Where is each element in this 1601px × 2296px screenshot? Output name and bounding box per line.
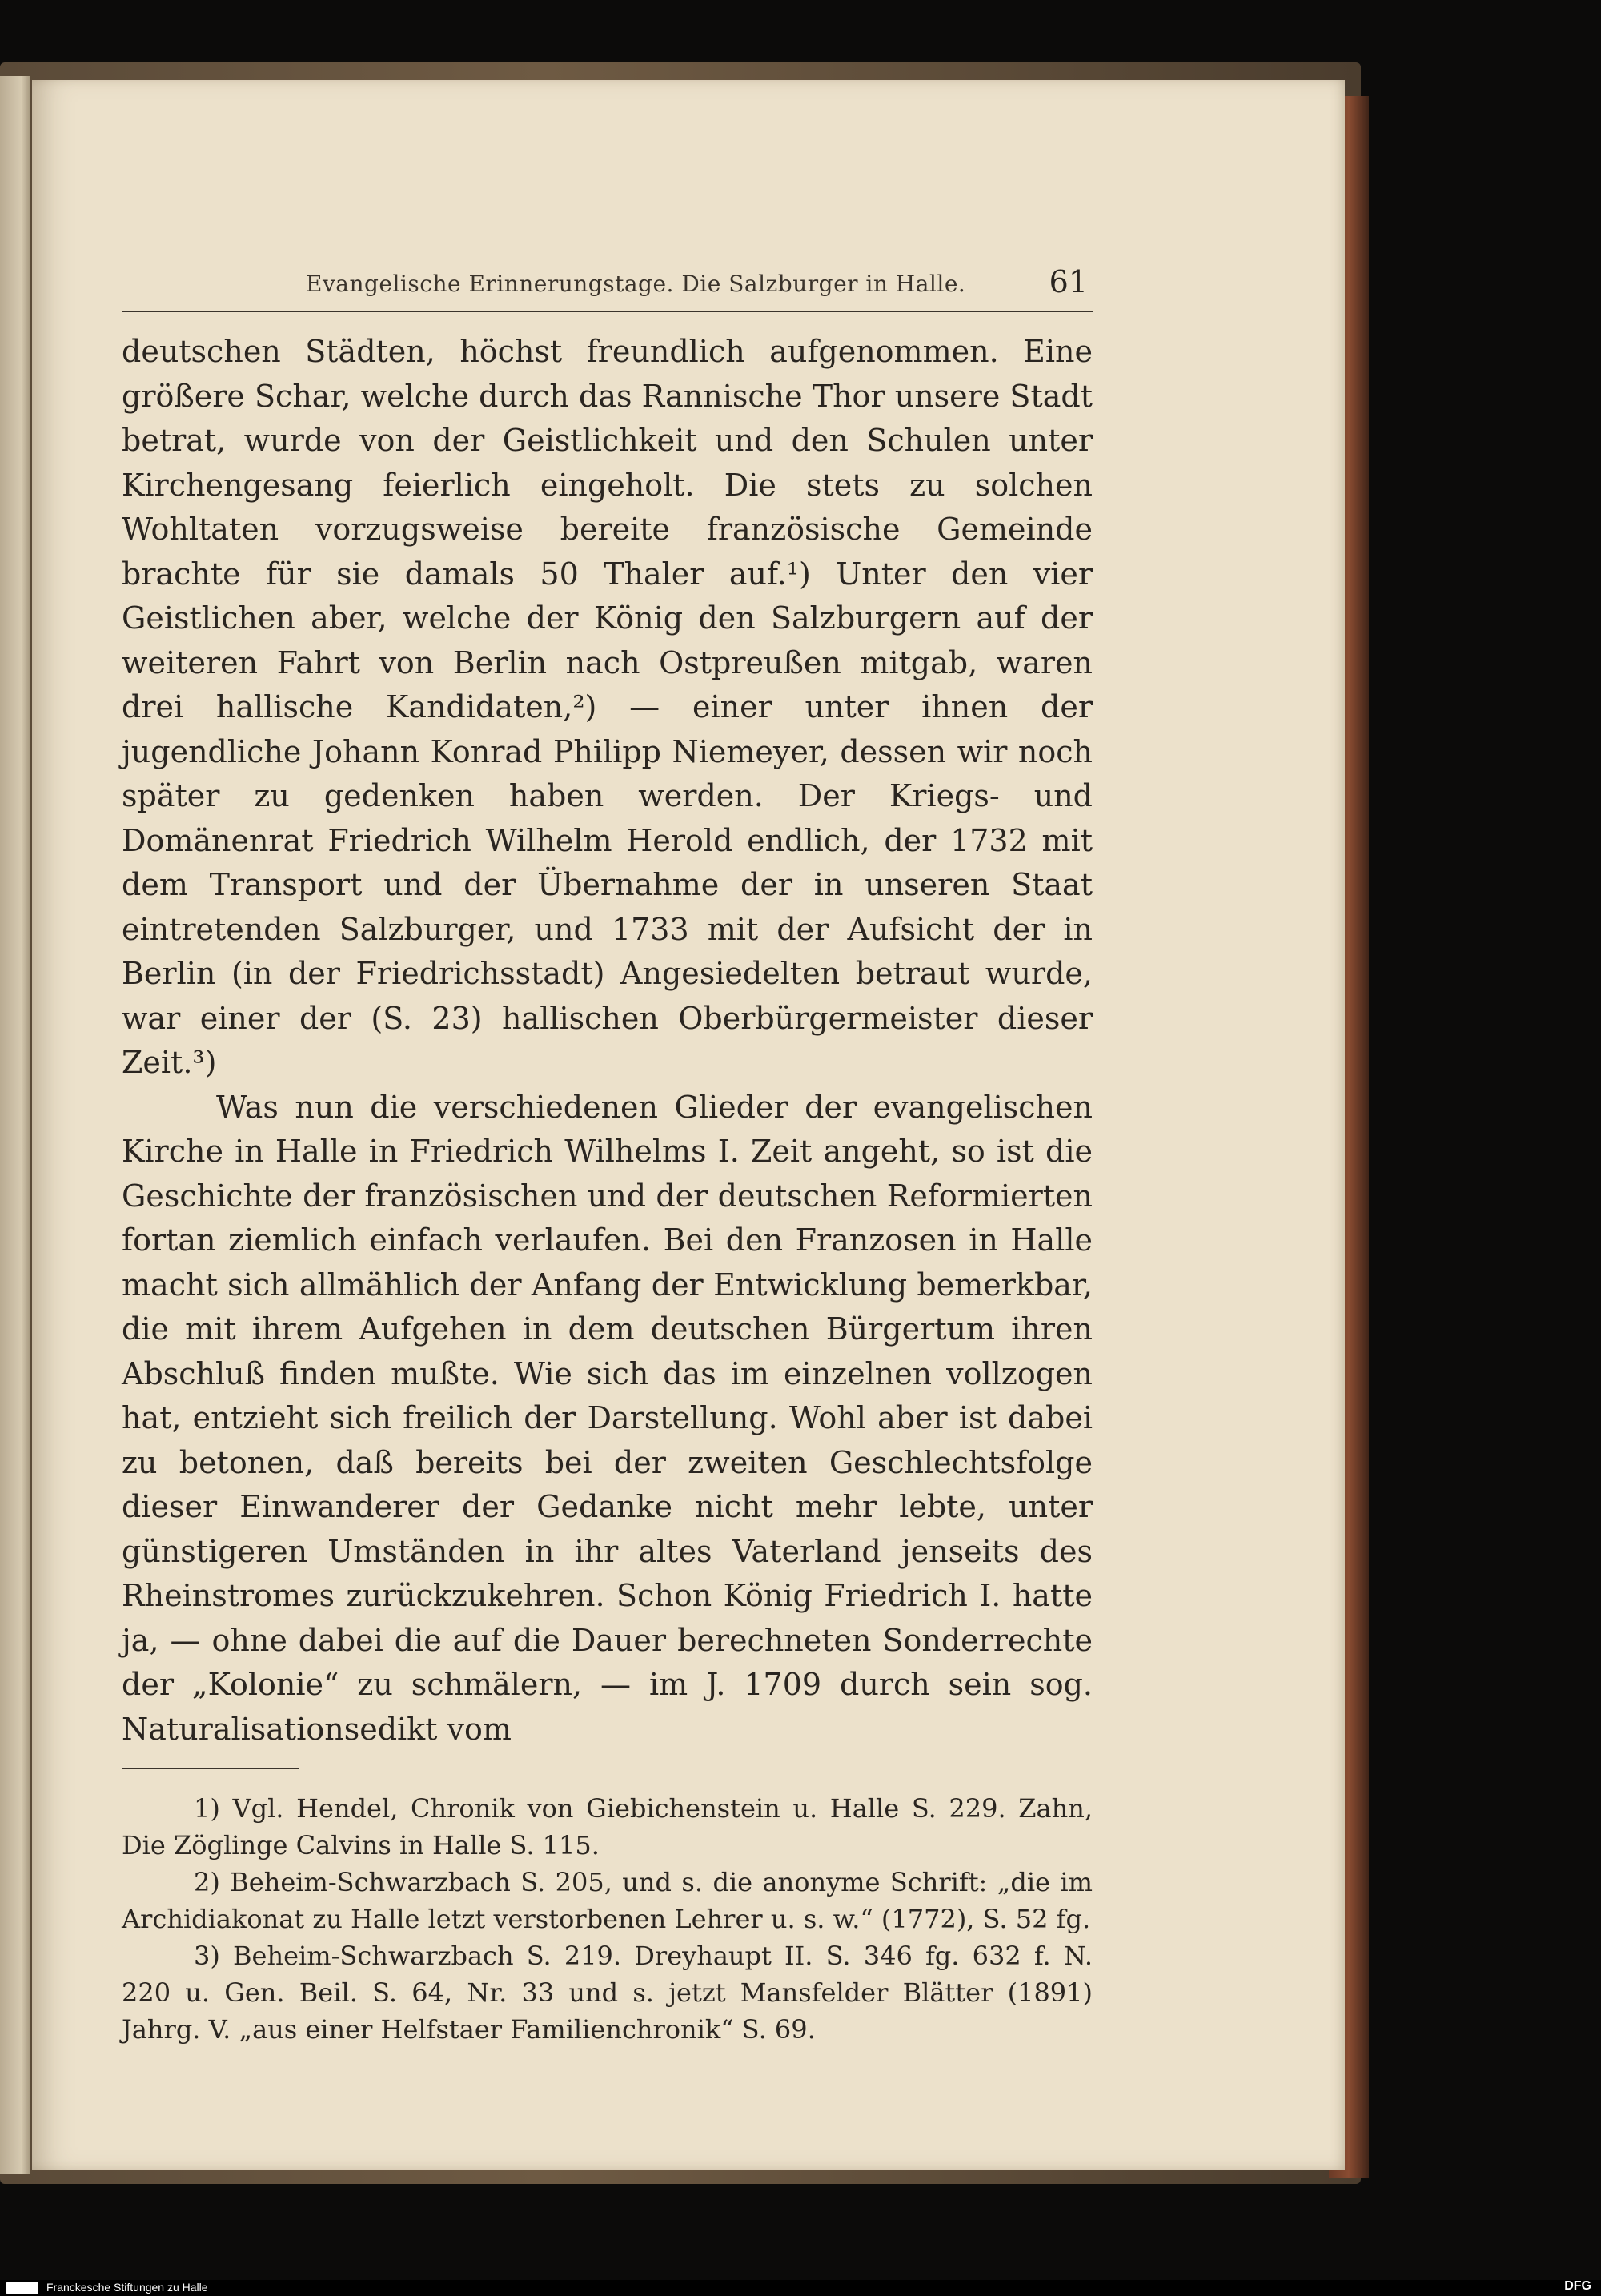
running-head	[122, 263, 1093, 312]
page-content	[122, 263, 1093, 2048]
body-text	[122, 330, 1093, 1752]
left-page-edge	[0, 76, 30, 2174]
footnotes	[122, 1790, 1093, 2048]
institution-name: Franckesche Stiftungen zu Halle	[46, 2281, 208, 2294]
viewer-footer	[0, 2280, 1601, 2296]
book-page	[32, 80, 1345, 2170]
dfg-badge: DFG	[1564, 2279, 1591, 2293]
institution-logo-icon	[6, 2282, 38, 2294]
footnote: 3) Beheim-Schwarzbach S. 219. Dreyhaupt II. S. 346 fg. 632 f. N. 220 u. Gen. Beil. S. 64, Nr. 33 und s. jetzt Mansfelder Blätter (1891) Jahrg. V. „aus einer Helfstaer Familienchronik“ S. 69.	[122, 1941, 1093, 2045]
footnote: 2) Beheim-Schwarzbach S. 205, und s. die anonyme Schrift: „die im Archidiakonat zu Halle letzt verstorbenen Lehrer u. s. w.“ (1772), S. 52 fg.	[122, 1867, 1093, 1934]
footnote: 1) Vgl. Hendel, Chronik von Giebichenstein u. Halle S. 229. Zahn, Die Zöglinge Calvins in Halle S. 115.	[122, 1793, 1093, 1860]
body-paragraph: deutschen Städten, höchst freundlich aufgenommen. Eine größere Schar, welche durch das Rannische Thor unsere Stadt betrat, wurde von der Geistlichkeit und den Schulen unter Kirchengesang feierlich eingeholt. Die stets zu solchen Wohltaten vorzugsweise bereite französische Gemeinde brachte für sie damals 50 Thaler auf.¹) Unter den vier Geistlichen aber, welche der König den Salzburgern auf der weiteren Fahrt von Berlin nach Ostpreußen mitgab, waren drei hallische Kandidaten,²) — einer unter ihnen der jugendliche Johann Konrad Philipp Niemeyer, dessen wir noch später zu gedenken haben werden. Der Kriegs- und Domänenrat Friedrich Wilhelm Herold endlich, der 1732 mit dem Transport und der Übernahme der in unseren Staat eintretenden Salzburger, und 1733 mit der Aufsicht der in Berlin (in der Friedrichsstadt) Angesiedelten betraut wurde, war einer der (S. 23) hallischen Oberbürgermeister dieser Zeit.³)	[122, 334, 1093, 1080]
page-number: 61	[1049, 264, 1088, 299]
running-head-title: Evangelische Erinnerungstage. Die Salzburger in Halle.	[306, 271, 966, 297]
body-paragraph: Was nun die verschiedenen Glieder der evangelischen Kirche in Halle in Friedrich Wilhelms I. Zeit angeht, so ist die Geschichte der französischen und der deutschen Reformierten fortan ziemlich einfach verlaufen. Bei den Franzosen in Halle macht sich allmählich der Anfang der Entwicklung bemerkbar, die mit ihrem Aufgehen in dem deutschen Bürgertum ihren Abschluß finden mußte. Wie sich das im einzelnen vollzogen hat, entzieht sich freilich der Darstellung. Wohl aber ist dabei zu betonen, daß bereits bei der zweiten Geschlechtsfolge dieser Einwanderer der Gedanke nicht mehr lebte, unter günstigeren Umständen in ihr altes Vaterland jenseits des Rheinstromes zurückzukehren. Schon König Friedrich I. hatte ja, — ohne dabei die auf die Dauer berechneten Sonderrechte der „Kolonie“ zu schmälern, — im J. 1709 durch sein sog. Naturalisationsedikt vom	[122, 1089, 1093, 1747]
footnote-rule	[122, 1768, 299, 1769]
